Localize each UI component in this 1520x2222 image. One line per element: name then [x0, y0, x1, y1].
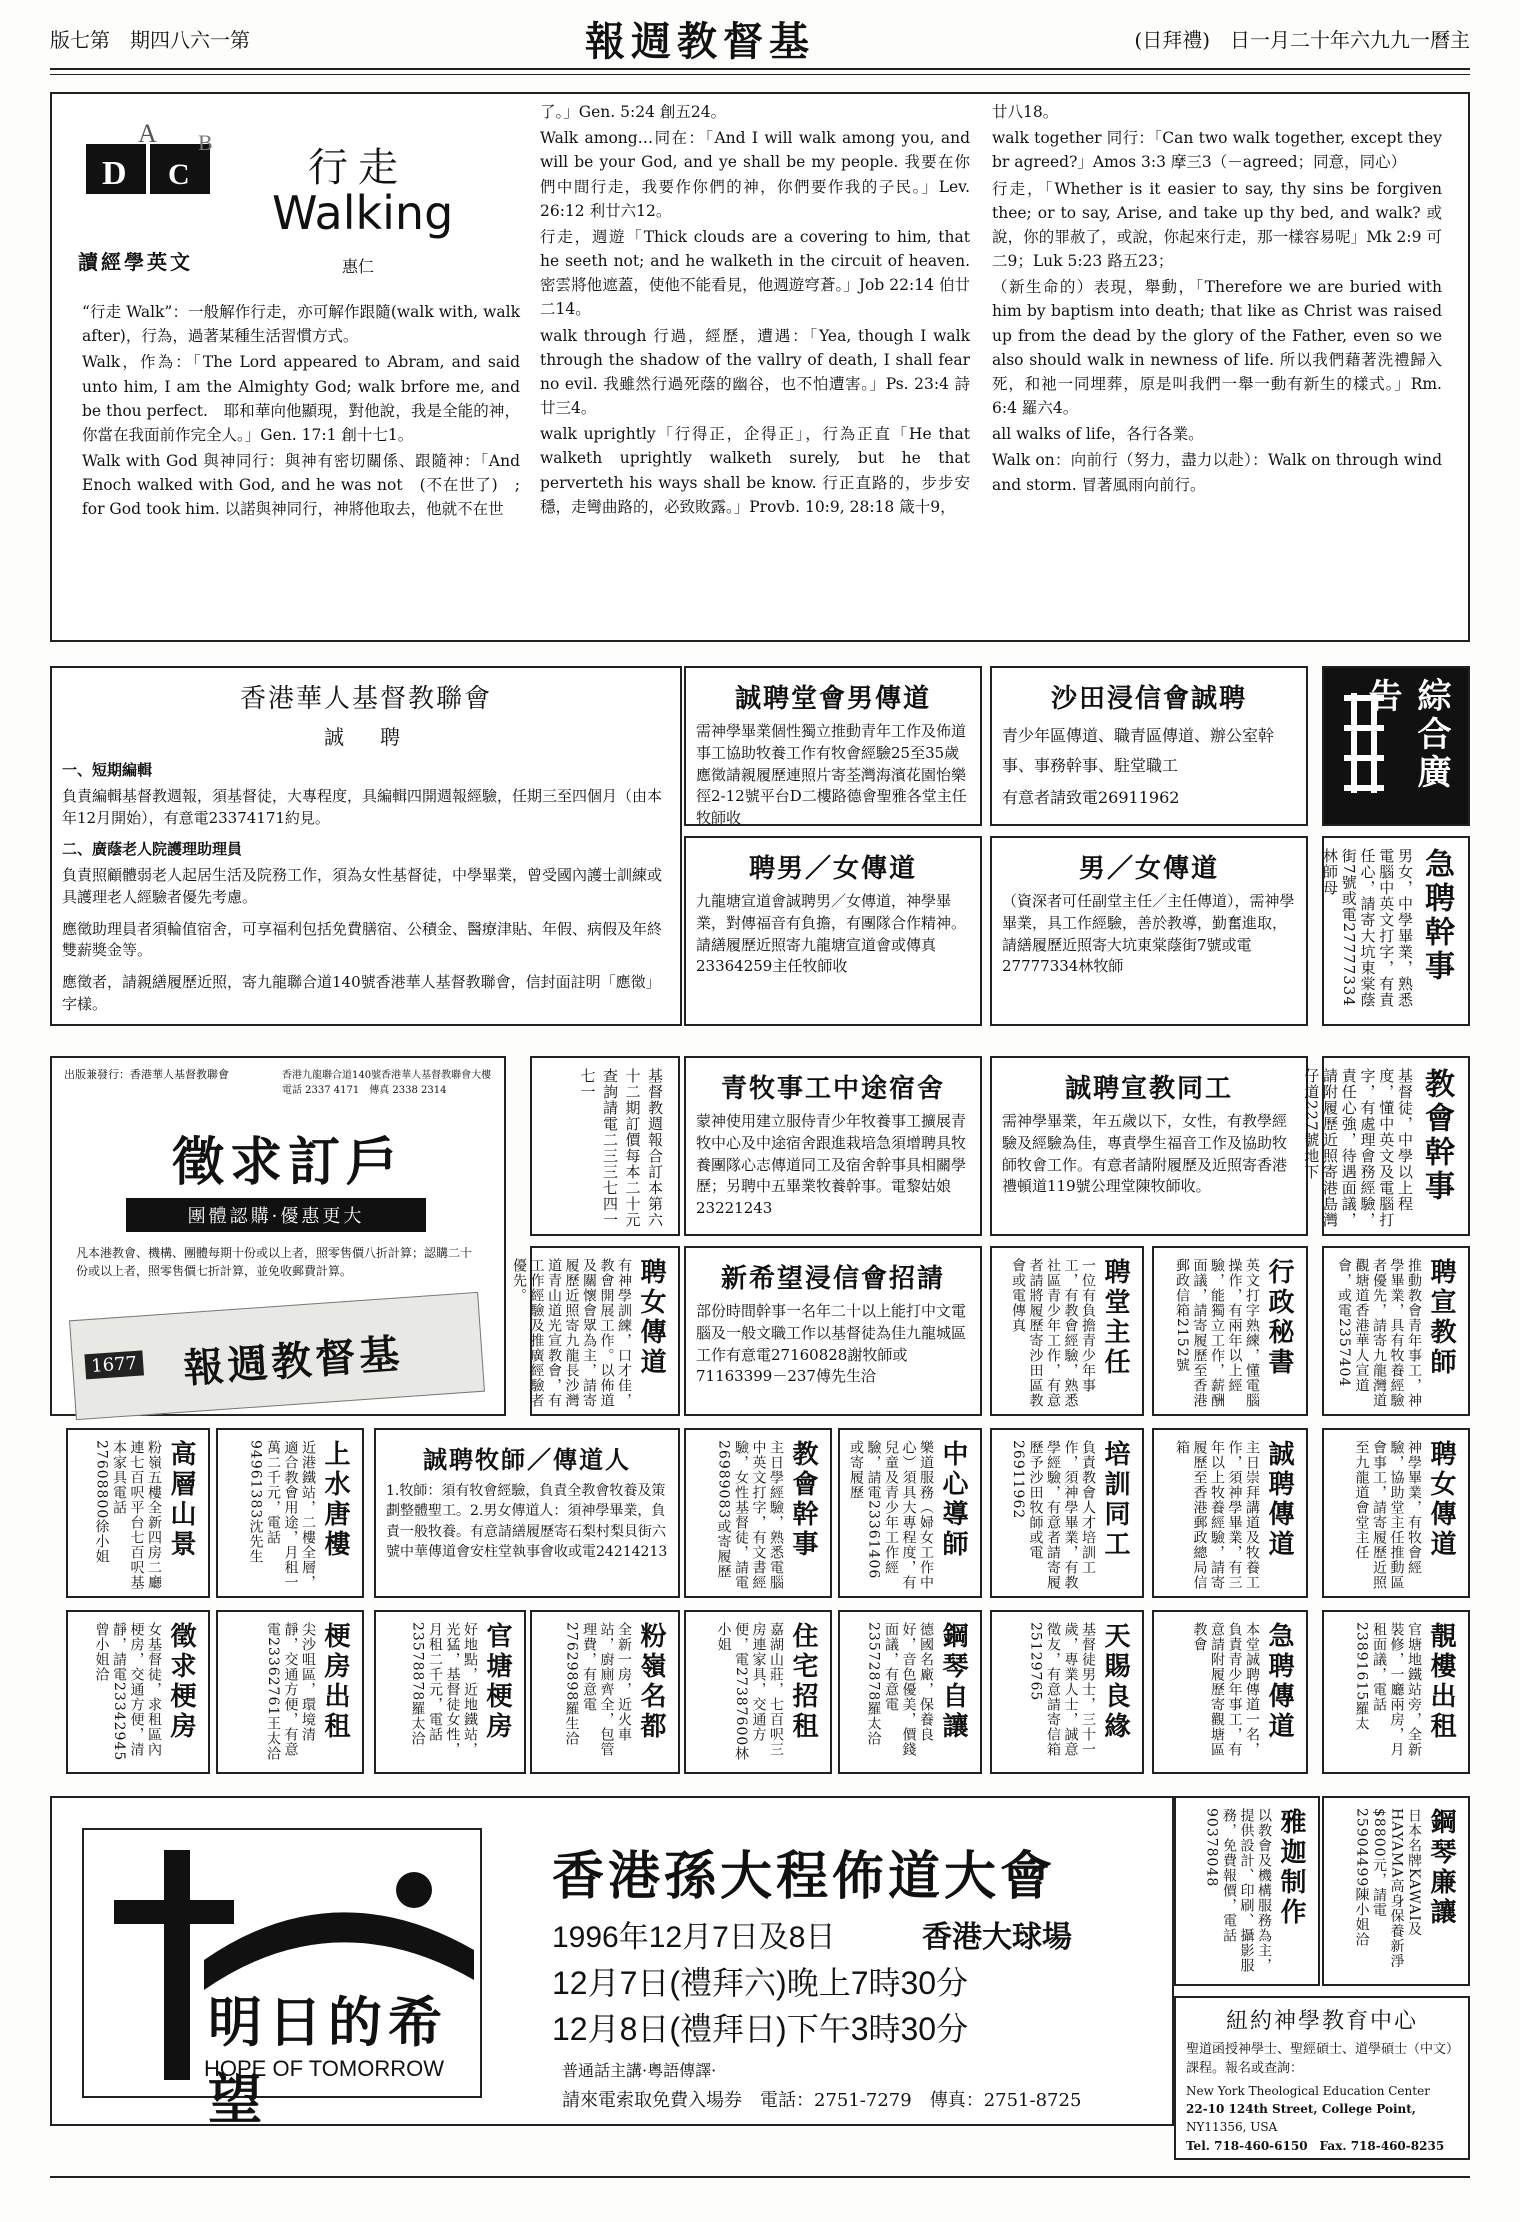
newspaper-mast: 報週教督基 [182, 1330, 405, 1393]
ad-tangzhuren [990, 1246, 1144, 1416]
ad-title: 聘堂主任 [1100, 1258, 1130, 1378]
ad-body: 日本名牌KAWAI及HAYAMA高身保養新淨$8800元，請電25904499陳小姐洽 [1353, 1808, 1422, 1969]
ad-title: 紐約神學教育中心 [1225, 2009, 1418, 2034]
header-rule-thin [50, 74, 1470, 75]
ad-title: 綜合廣告 [1362, 678, 1451, 792]
ad-section-body: 負責照顧體弱老人起居生活及院務工作，須為女性基督徒，中學畢業，曾受國內護士訓練或具護理老人經驗者優先考慮。 [62, 866, 663, 906]
logo-cn: 明日的希望 [208, 1990, 448, 2131]
ad-body: 主日學經驗，熟悉電腦中英文打字，有文書經驗，女性基督徒，請電26989083或寄履歷 [715, 1440, 784, 1590]
ad-body: 青少年區傳道、職青區傳道、辦公室幹事、事務幹事、駐堂職工 [1002, 726, 1275, 776]
ad-title: 聘男／女傳道 [748, 854, 917, 884]
ad-title: 誠聘傳道 [1264, 1440, 1294, 1560]
ad-title: 誠聘宣教同工 [1064, 1074, 1233, 1104]
ad-shangshui [216, 1428, 364, 1598]
ad-liangfang [1322, 1610, 1470, 1774]
ad-fenling [530, 1610, 680, 1774]
ad-xuanjiao [990, 1056, 1308, 1236]
ad-jipin [1322, 836, 1470, 1026]
crusade-session-1: 12月7日(禮拜六)晚上7時30分 [552, 1965, 969, 2001]
ad-title: 男／女傳道 [1078, 854, 1219, 884]
ad-title: 天賜良緣 [1100, 1622, 1130, 1742]
ad-title: 沙田浸信會誠聘 [1050, 684, 1247, 714]
ad-contact: 有意者請致電26911962 [1002, 787, 1180, 807]
paragraph: Walk on：向前行（努力，盡力以赴）：Walk on through wind and storm. 冒著風雨向前行。 [992, 451, 1442, 494]
ad-title: 高層山景 [166, 1440, 196, 1560]
address-line: 香港九龍聯合道140號香港華人基督教聯會大樓 電話 2337 4171 傳真 2338 2314 [282, 1070, 502, 1096]
feature-author: 惠仁 [342, 257, 375, 276]
ad-xingzheng [1152, 1246, 1308, 1416]
crusade-dates: 1996年12月7日及8日 [552, 1921, 836, 1954]
ad-title: 急聘傳道 [1264, 1622, 1294, 1742]
ad-body: 全新一房，近火車站，廚廁齊全，包管理費，有意電27629898羅生洽 [563, 1622, 632, 1757]
feature-column-1 [82, 300, 520, 524]
ad-title: 靚樓出租 [1426, 1622, 1456, 1742]
ad-chengpin [684, 666, 982, 826]
ad-body: 好地點，近地鐵站，光猛，基督徒女性，月租二千元，電話23578878羅太洽 [409, 1622, 478, 1757]
ad-body: 嘉湖山莊，七百呎三房連家具，交通方便，電27387600林小姐 [715, 1622, 784, 1762]
ad-title: 鋼琴自讓 [938, 1622, 968, 1742]
ad-title: 徵求訂戶 [172, 1132, 405, 1193]
masthead: 報週教督基 [585, 18, 815, 65]
ad-jipin-chuandao [1152, 1610, 1308, 1774]
svg-text:B: B [198, 130, 213, 155]
ad-body: 樂道服務（婦女工作中心）須具大專程度，有兒童及青少年工作經驗，請電23361406或寄履歷 [848, 1440, 934, 1590]
ad-gangqin [838, 1610, 982, 1774]
paragraph: “行走 Walk”：一般解作行走，亦可解作跟隨(walk with, walk after)，行為，過著某種生活習慣方式。 [82, 303, 520, 346]
ad-body: 官塘地鐵站旁，全新裝修，一廳兩房，月租面議，電話23891615羅太 [1353, 1622, 1422, 1757]
ad-title: 徵求梗房 [166, 1622, 196, 1742]
feature-article [50, 92, 1470, 642]
ad-body: 聖道函授神學士、聖經碩士、道學碩士（中文）課程。報名或查詢： [1186, 2042, 1453, 2076]
paragraph: walk uprightly「行得正，企得正」，行為正直「He that walketh uprightly walketh surely, but he that perverteth his ways shall be know. 行正直路的，步步安穩，走彎曲路的，必致敗露。」Provb. 10:9, 28:18 箴十9， [540, 425, 970, 516]
ad-tianci [990, 1610, 1144, 1774]
ad-nv-chuandao [1322, 1428, 1470, 1598]
ad-body: 有神學訓練，口才佳，教會開展工作。以佈道及關懷會眾為主，請寄履歷近照寄九龍長沙灣道青山道光宣教會，有工作經驗及推廣經驗者優先。 [511, 1258, 632, 1408]
ad-section-body: 應徵助理員者須輪值宿舍，可享福利包括免費膳宿、公積金、醫療津貼、年假、病假及年終雙薪獎金等。 [62, 919, 663, 960]
ad-body: 以教會及機構服務為主，提供設計、印刷、攝影服務，免費報價，電話90378048 [1203, 1808, 1272, 1973]
ad-title: 聘女傳道 [1426, 1440, 1456, 1560]
paragraph: 廿八18。 [992, 103, 1059, 121]
ad-zonghe [1322, 666, 1470, 826]
page-header-right: (日拜禮) 日一月二十年六九九一曆主 [1134, 28, 1470, 52]
ad-xuanjiaoshi [1322, 1246, 1470, 1416]
ad-qiuzufang [66, 1610, 210, 1774]
ad-guantang [374, 1610, 526, 1774]
ad-xinxiwang [684, 1246, 982, 1416]
ad-body: 尖沙咀區，環境清靜，交通方便，有意電23362761王太洽 [265, 1622, 316, 1762]
paragraph: walk through 行過，經歷，遭遇：「Yea, though I walk through the shadow of the vallry of death, I shall fear no evil. 我雖然行過死蔭的幽谷，也不怕遭害。」Ps. 23:4 詩廿三4。 [540, 326, 970, 418]
ad-yajia [1174, 1796, 1320, 1986]
ad-title: 雅迦制作 [1276, 1808, 1306, 1928]
svg-text:A: A [138, 119, 157, 148]
newspaper-image [69, 1292, 485, 1420]
crusade-language: 普通話主講·粵語傳譯· [562, 2061, 717, 2080]
ad-rate [530, 1056, 680, 1236]
ad-section-head: 二、廣蔭老人院護理助理員 [62, 840, 243, 859]
page-header-left: 版七第 期四八六一第 [50, 28, 250, 52]
ad-body: 一位有負擔青少年事工，有教會經驗，熟悉社區青少年工作，有意者請將履歷寄沙田區教會或電傳真 [1010, 1258, 1096, 1408]
ad-body: 凡本港教會、機構、團體每期十份或以上者，照零售價八折計算；認購二十份或以上者，照零售價七折計算，並免收郵費計算。 [76, 1246, 473, 1278]
paragraph: all walks of life，各行各業。 [992, 425, 1204, 444]
header-rule [50, 68, 1470, 70]
ad-body: 基督徒男士，三十一歲，專業人士，誠意徵友，有意請寄信箱25129765 [1027, 1622, 1096, 1757]
ad-title: 聘宣教師 [1426, 1258, 1456, 1378]
ad-piano-sale [1322, 1796, 1470, 1986]
crusade-venue: 香港大球場 [922, 1920, 1072, 1955]
ad-pin-nanv [684, 836, 982, 1026]
ad-body: 近港鐵站，二樓全層，適合教會用途，月租一萬二千元，電話94961383沈先生 [247, 1440, 316, 1590]
ad-jiaohui-gan [1302, 1056, 1470, 1236]
ad-title: 教會幹事 [1419, 1068, 1454, 1204]
ad-tagline: 團體認購·優惠更大 [126, 1198, 426, 1232]
ad-title: 急聘幹事 [1419, 848, 1454, 984]
paragraph: Walk among…同在：「And I will walk among you, and will be your God, and ye shall be my people. 我要在你們中間行走，我要作你們的神，你們要作我的子民。」Lev. 26:12 利廿六12。 [540, 129, 970, 220]
ad-section-body: 應徵者，請親繕履歷近照，寄九龍聯合道140號香港華人基督教聯會，信封面註明「應徵」字樣。 [62, 973, 661, 1013]
ad-hkcc [50, 666, 682, 1026]
ad-title: 中心導師 [938, 1440, 968, 1560]
feature-column-3 [992, 100, 1442, 499]
ad-title: 粉嶺名都 [636, 1622, 666, 1742]
publisher-line: 出版兼發行：香港華人基督教聯會 [64, 1068, 229, 1081]
ad-title: 香港華人基督教聯會 [239, 684, 492, 714]
ad-gaoceng [66, 1428, 210, 1598]
ad-nanv [990, 836, 1308, 1026]
ad-body: 德國名廠，保養良好，音色優美，價錢面議，有意電23572878羅太洽 [865, 1622, 934, 1757]
ad-title: 聘女傳道 [636, 1258, 666, 1378]
paragraph: Walk with God 與神同行：與神有密切關係、跟隨神：「And Enoch walked with God, and he was not (不在世了) ; for God took him. 以諾與神同行，神將他取去，他就不在世 [82, 452, 520, 519]
logo-en: HOPE OF TOMORROW [204, 2056, 444, 2081]
paragraph: 行走，週遊「Thick clouds are a covering to him, that he seeth not; and he walketh in the circuit of heaven. 密雲將他遮蓋，使他不能看見，他週遊穹蒼。」Job 22:14 伯廿二14。 [540, 227, 970, 319]
ad-body: 九龍塘宣道會誠聘男／女傳道，神學畢業，對傳福音有負擔，有團隊合作精神。請繕履歷近照寄九龍塘宣道會或傳真23364259主任牧師收 [696, 892, 967, 976]
ad-body: 推動教會青年事工，神學畢業，具有牧養經驗者優先，請寄九龍灣道觀塘道香港華人宣道會，或電2357404 [1336, 1258, 1422, 1408]
ad-section-body: 負責編輯基督教週報，須基督徒，大專程度，具編輯四開週報經驗，任期三至四個月（由本年12月開始），有意電23374171約見。 [62, 786, 663, 827]
feature-column-2 [540, 100, 970, 521]
ad-title: 住宅招租 [788, 1622, 818, 1742]
ad-body: 粉嶺五樓全新四房二廳連七百呎平台七百呎基本家具電話27608800徐小姐 [93, 1440, 162, 1590]
ad-chuandao [1152, 1428, 1308, 1598]
logo-caption: 讀經學英文 [78, 250, 193, 274]
ad-gengfang [216, 1610, 364, 1774]
paragraph: 行走，「Whether is it easier to say, thy sins be forgiven thee; or to say, Arise, and take up thy bed, and walk? 或說，你的罪赦了，或說，你起來行走，那一樣容易呢」Mk 2:9 可二9；Luk 5:23 路五23； [992, 179, 1442, 271]
ad-title: 青牧事工中途宿舍 [720, 1074, 945, 1104]
ad-qingmu [684, 1056, 982, 1236]
paragraph: walk together 同行：「Can two walk together, except they br agreed?」Amos 3:3 摩三3（－agreed；同意，同心） [992, 129, 1442, 172]
ad-body: 女基督徒，求租區內梗房，交通方便，清靜，請電23342945曾小姐洽 [93, 1622, 162, 1762]
ad-title: 教會幹事 [788, 1440, 818, 1560]
ad-pin-chuan [511, 1246, 680, 1416]
ad-phone: Tel. 718-460-6150 Fax. 718-460-8235 [1186, 2138, 1445, 2153]
paragraph: Walk，作為：「The Lord appeared to Abram, and said unto him, I am the Almighty God; walk brfore me, and be thou perfect. 耶和華向他顯現，對他說，我是全能的神，你當在我面前作完全人。」Gen. 17:1 創十七1。 [82, 353, 520, 444]
ad-jiaohui-gan2 [684, 1428, 832, 1598]
ad-body: 部份時間幹事一名年二十以上能打中文電腦及一般文職工作以基督徒為佳九龍城區工作有意電27160828謝牧師或71163399－237傅先生洽 [696, 1302, 967, 1386]
ad-zhongxin [838, 1428, 982, 1598]
ad-address-line: New York Theological Education Center [1186, 2083, 1430, 2098]
ad-body: 需神學畢業，年五歲以下，女性，有教學經驗及經驗為佳，專責學生福音工作及協助牧師牧會工作。有意者請附履歷及近照寄香港禮頓道119號公理堂陳牧師收。 [1002, 1112, 1288, 1196]
svg-text:C: C [168, 158, 190, 191]
paragraph: 了。」Gen. 5:24 創五24。 [540, 103, 727, 121]
ad-body: （資深者可任副堂主任／主任傳道），需神學畢業，具工作經驗，善於教導，勤奮進取，請繕履歷近照寄大坑東棠蔭街7號或電27777334林牧師 [1002, 892, 1295, 976]
ad-body: 本堂誠聘傳道一名，負責青少年事工，有意請附履歷寄觀塘區教會 [1191, 1622, 1260, 1757]
paragraph: （新生命的）表現，舉動，「Therefore we are buried with him by baptism into death; that like as Christ was raised up from the dead by the glory of the Father, even so we also should walk in newness of life. 所以我們藉著洗禮歸入死，和祂一同埋葬，原是叫我們一舉一動有新生的樣式。」Rm. 6:4 羅六4。 [992, 278, 1442, 418]
ad-body: 英文打字熟練，懂電腦操作，有兩年以上經驗，能獨立工作，薪酬面議，請寄履歷至香港郵政信箱2152號 [1174, 1258, 1260, 1408]
ad-title: 新希望浸信會招請 [720, 1264, 945, 1294]
ad-title: 行政秘書 [1264, 1258, 1294, 1378]
ad-shatin [990, 666, 1308, 826]
ad-title: 鋼琴廉讓 [1426, 1808, 1456, 1928]
feature-title-cn: 行走 [308, 145, 408, 191]
ad-body: 負責教會人才培訓工作，須神學畢業，有教學經驗，有意者請寄履歷予沙田牧師或電26911962 [1010, 1440, 1096, 1590]
ad-body: 基督教週報合訂本第六十二期訂價每本二十元查詢請電二三三七四一七一 [578, 1068, 664, 1228]
ad-zhuzhai [684, 1610, 832, 1774]
ad-peixun [990, 1428, 1144, 1598]
crusade-logo [82, 1828, 482, 2131]
ad-title: 梗房出租 [320, 1622, 350, 1742]
ad-body: 基督徒，中學以上程度，懂中英文及電腦打字，有處理會務經驗，責任心強，待遇面議，請附履歷近照寄港島灣仔道227號地下 [1302, 1068, 1414, 1228]
ad-title: 誠聘堂會男傳道 [734, 684, 931, 714]
ad-title: 培訓同工 [1100, 1440, 1130, 1560]
ad-crusade [50, 1796, 1174, 2131]
crusade-title: 香港孫大程佈道大會 [552, 1846, 1057, 1907]
open-book-icon [78, 114, 228, 204]
ad-address-line: NY11356, USA [1186, 2120, 1278, 2135]
ad-body: 神學畢業，有牧會經驗，協助堂主任推動區會事工，請寄履歷近照至九龍道會堂主任 [1353, 1440, 1422, 1590]
ad-section-head: 一、短期編輯 [62, 761, 153, 779]
ad-title: 誠聘牧師／傳道人 [423, 1445, 631, 1474]
ad-body: 蒙神使用建立服侍青少年牧養事工擴展青牧中心及中途宿舍跟進栽培急須增聘具牧養團隊心志傳道同工及宿舍幹事具相關學歷；另聘中五畢業牧養幹事。電黎姑娘23221243 [696, 1112, 967, 1217]
ad-body: 男女，中學畢業，熟悉電腦中英文打字，有責任心，請寄大坑東棠蔭街7號或電27777334林師母 [1321, 848, 1414, 1008]
feature-title-en: Walking [272, 186, 454, 240]
ad-body: 1.牧師：須有牧會經驗，負責全教會牧養及策劃整體聖工。2.男女傳道人：須神學畢業，負責一般牧養。有意請繕履歷寄石梨村梨貝街六號中華傳道會安柱堂執事會收或電24214213 [386, 1483, 668, 1560]
ad-body: 需神學畢業個性獨立推動青年工作及佈道事工協助牧養工作有牧會經驗25至35歲應徵請親履歷連照片寄荃灣海濱花園怡樂徑2-12號平台D二樓路德會聖雅各堂主任牧師收 [696, 722, 967, 827]
ad-address-line: 22-10 124th Street, College Point, [1186, 2102, 1416, 2117]
ad-subscribe [50, 1056, 506, 1416]
book-logo [78, 114, 228, 204]
ad-title: 官塘梗房 [482, 1622, 512, 1742]
ad-pin-mushi [374, 1428, 680, 1598]
footer-rule [50, 2176, 1470, 2178]
crusade-session-2: 12月8日(禮拜日)下午3時30分 [552, 2011, 969, 2047]
ad-body: 主日崇拜講道及牧養工作，須神學畢業，有三年以上牧養經驗，請寄履歷至香港郵政總局信箱 [1174, 1440, 1260, 1590]
ad-subtitle: 誠 聘 [324, 725, 408, 749]
ad-title: 上水唐樓 [320, 1440, 350, 1560]
ad-nytec [1174, 1996, 1470, 2160]
issue-number: 1677 [84, 1350, 143, 1379]
svg-text:D: D [102, 155, 127, 192]
crusade-contact: 請來電索取免費入場券 電話：2751-7279 傳真：2751-8725 [562, 2090, 1082, 2111]
